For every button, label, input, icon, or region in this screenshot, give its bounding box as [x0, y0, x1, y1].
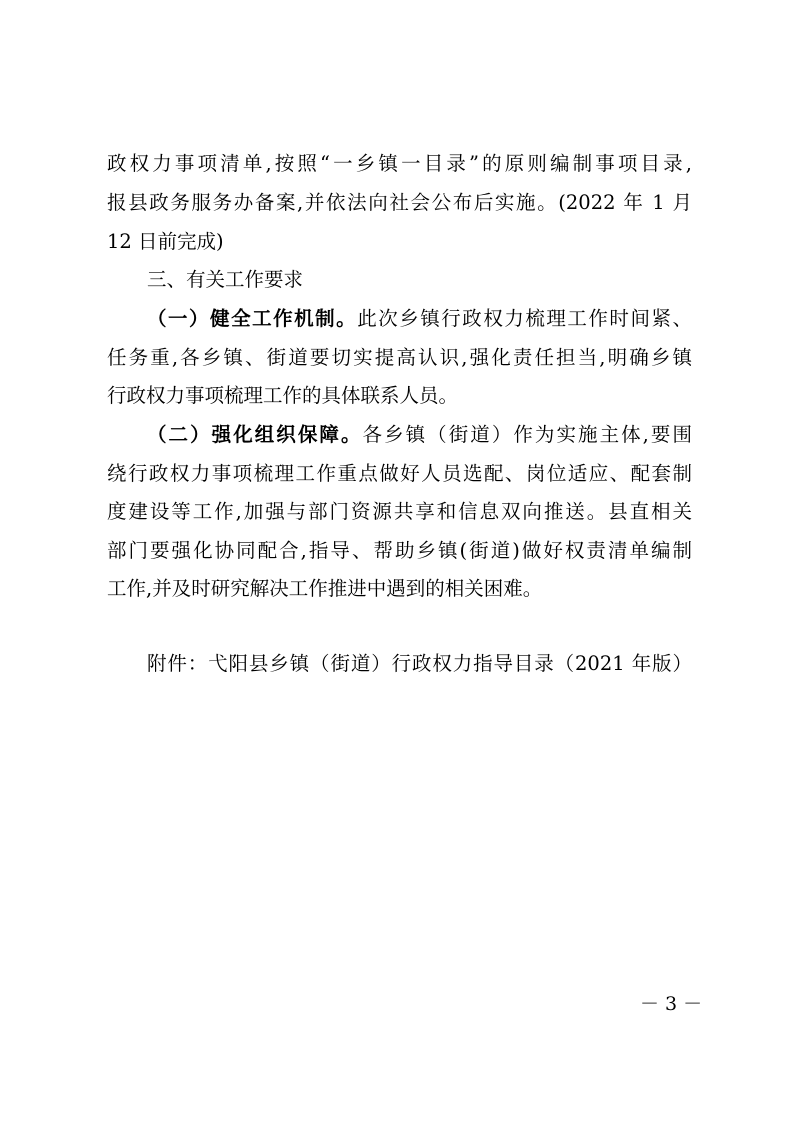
- paragraph-line: 部门要强化协同配合,指导、帮助乡镇(街道)做好权责清单编制: [107, 539, 692, 562]
- paragraph-line: 工作,并及时研究解决工作推进中遇到的相关困难。: [107, 577, 543, 600]
- paragraph-line: 绕行政权力事项梳理工作重点做好人员选配、岗位适应、配套制: [107, 462, 692, 485]
- item2-title: （二）强化组织保障。: [147, 423, 363, 446]
- item1-first-line: [147, 307, 692, 331]
- paragraph-line: 任务重,各乡镇、街道要切实提高认识,强化责任担当,明确乡镇: [107, 346, 692, 369]
- paragraph-line: 12 日前完成): [107, 230, 224, 253]
- item1-text: 此次乡镇行政权力梳理工作时间紧、: [357, 307, 692, 330]
- paragraph-line: 政权力事项清单,按照“一乡镇一目录”的原则编制事项目录,: [107, 152, 692, 175]
- paragraph-line: 度建设等工作,加强与部门资源共享和信息双向推送。县直相关: [107, 500, 692, 523]
- item1-title: （一）健全工作机制。: [147, 307, 358, 330]
- paragraph-line: 行政权力事项梳理工作的具体联系人员。: [107, 384, 459, 407]
- item2-text: 各乡镇（街道）作为实施主体,要围: [362, 423, 692, 446]
- paragraph-line: 报县政务服务办备案,并依法向社会公布后实施。(2022 年 1 月: [107, 191, 692, 214]
- page-number: － 3 －: [640, 993, 703, 1015]
- section-heading: 三、有关工作要求: [147, 268, 304, 291]
- attachment-line: 附件：弋阳县乡镇（街道）行政权力指导目录（2021 年版）: [147, 652, 692, 675]
- item2-first-line: [147, 423, 692, 447]
